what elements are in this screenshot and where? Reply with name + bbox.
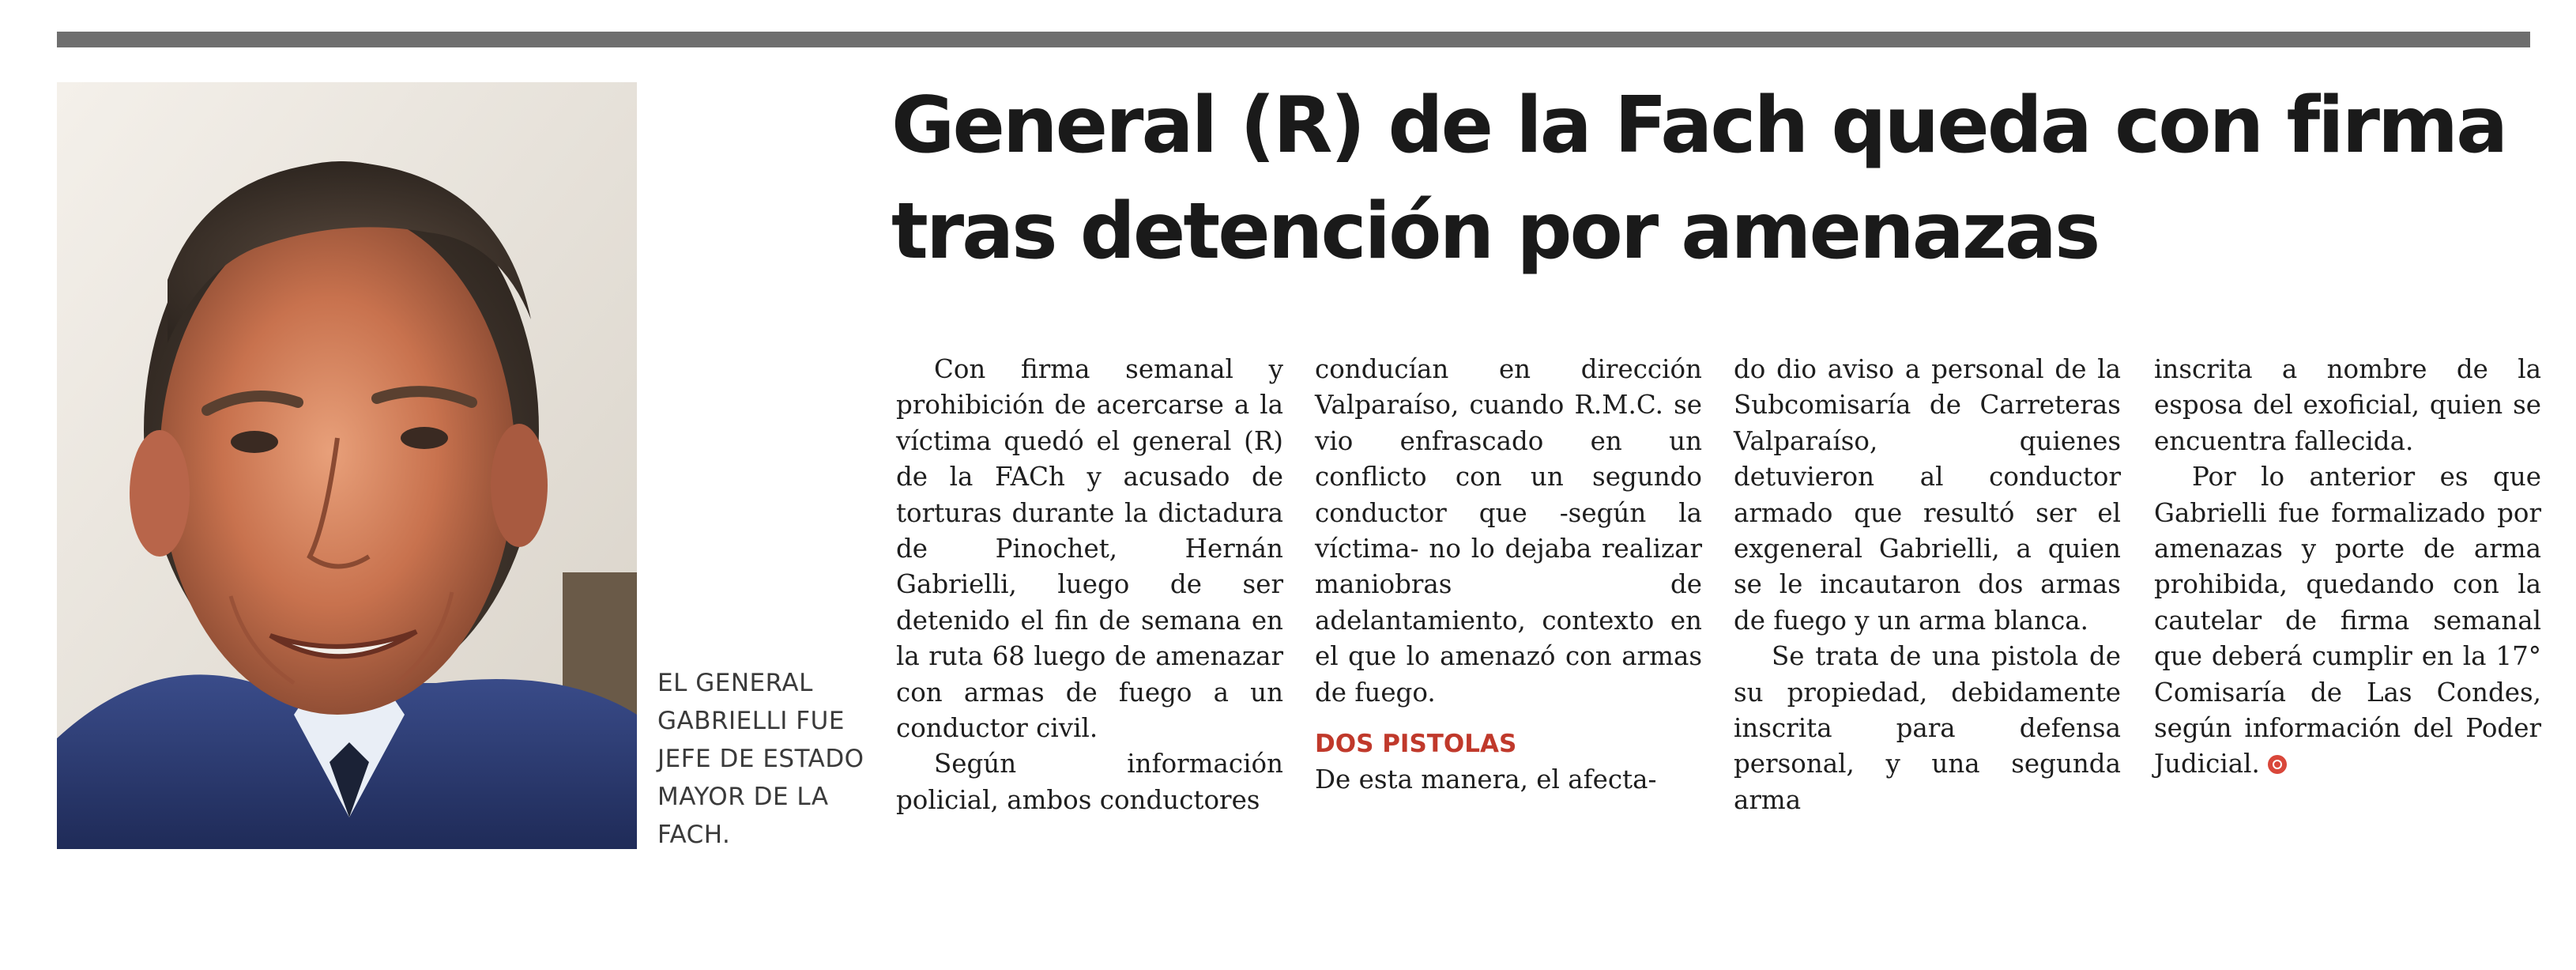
end-of-article-icon xyxy=(2268,755,2287,774)
paragraph-4-continued: inscrita a nombre de la esposa del exoficial, quien se encuentra fallecida. xyxy=(2154,354,2541,456)
article-column-1 xyxy=(896,352,1283,818)
paragraph-1: Con firma semanal y prohibición de acercarse a la víctima quedó el general (R) de la FACh y acusado de torturas durante la dictadura de Pinochet, Hernán Gabrielli, luego de ser detenido el fin de semana en la ruta 68 luego de amenazar con armas de fuego a un conductor civil. xyxy=(896,354,1283,744)
paragraph-2-start: Según información policial, ambos conductores xyxy=(896,749,1283,815)
article-column-4 xyxy=(2154,352,2541,783)
article-column-2 xyxy=(1315,352,1702,798)
paragraph-3-start: De esta manera, el afecta- xyxy=(1315,764,1657,795)
photo-caption: EL GENERAL GABRIELLI FUE JEFE DE ESTADO MAYOR DE LA FACH. xyxy=(657,669,864,849)
headline: General (R) de la Fach queda con firma tras detención por amenazas xyxy=(891,81,2506,277)
top-rule xyxy=(57,32,2530,47)
paragraph-2-continued: conducían en dirección Valparaíso, cuando R.M.C. se vio enfrascado en un conflicto con un segundo conductor que -según la víctima- no lo dejaba realizar maniobras de adelantamiento, contexto en el que lo amenazó con armas de fuego. xyxy=(1315,354,1702,708)
paragraph-5-text: Por lo anterior es que Gabrielli fue formalizado por amenazas y porte de arma prohibida, quedando con la cautelar de firma semanal que deberá cumplir en la 17° Comisaría de Las Condes, según información del Poder Judicial. xyxy=(2154,462,2541,779)
portrait-photo xyxy=(57,82,637,849)
paragraph-3-continued: do dio aviso a personal de la Subcomisaría de Carreteras Valparaíso, quienes detuvieron al conductor armado que resultó ser el exgeneral Gabrielli, a quien se le incautaron dos armas de fuego y un arma blanca. xyxy=(1734,354,2121,636)
paragraph-5 xyxy=(2154,459,2541,783)
subhead: DOS PISTOLAS xyxy=(1315,730,1517,759)
article-column-3 xyxy=(1734,352,2121,818)
paragraph-4-start: Se trata de una pistola de su propiedad, debidamente inscrita para defensa personal, y una segunda arma xyxy=(1734,641,2121,815)
